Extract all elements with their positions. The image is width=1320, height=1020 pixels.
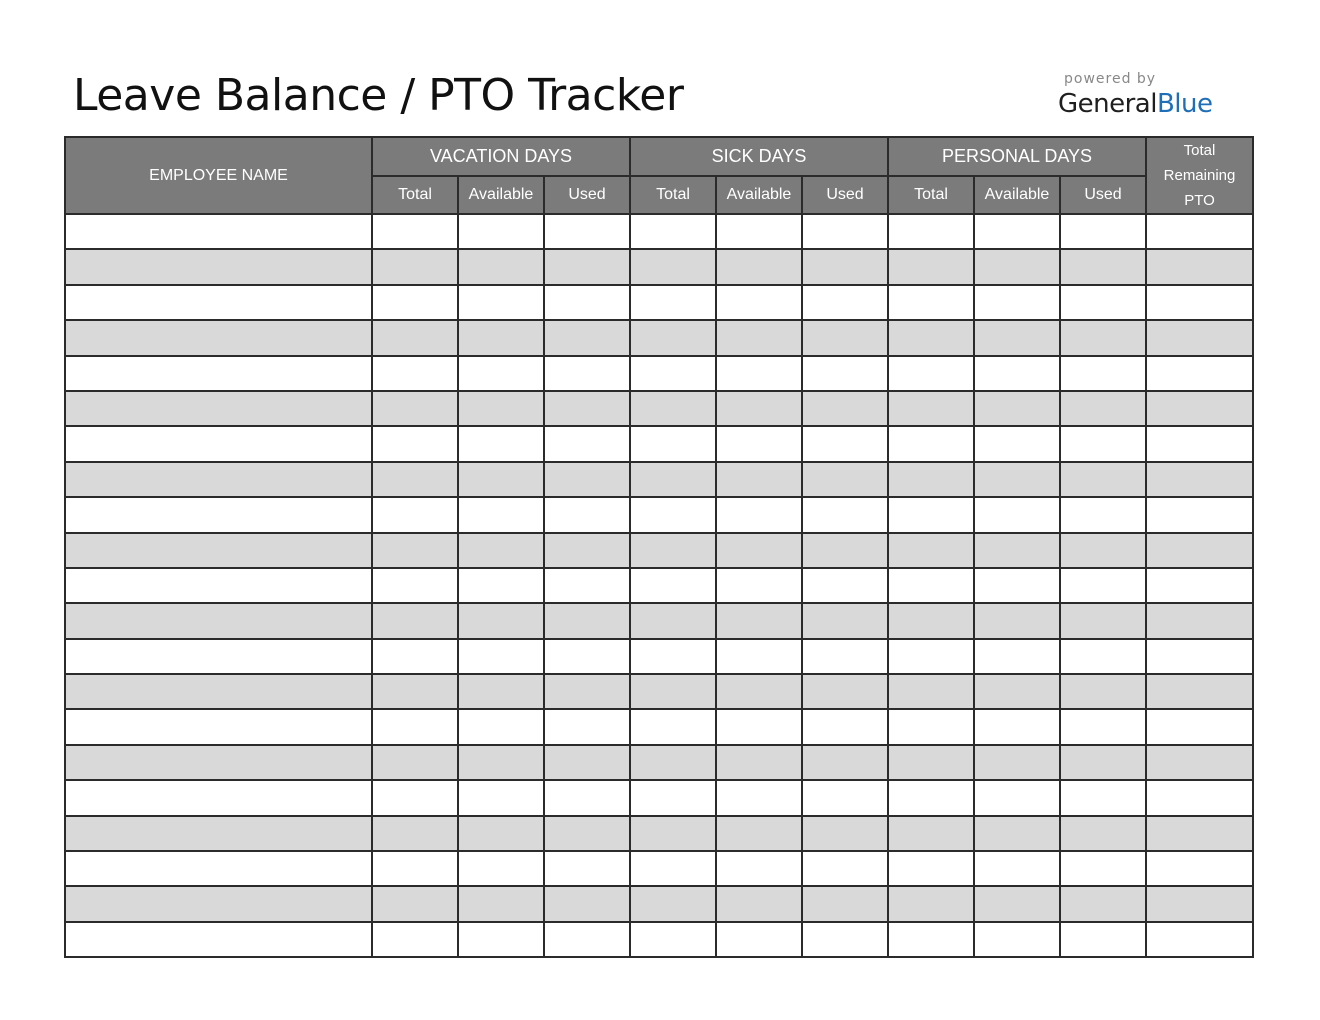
- employee-name-cell[interactable]: [65, 709, 372, 744]
- sick-total-cell[interactable]: [630, 639, 716, 674]
- sick-available-cell[interactable]: [716, 603, 802, 638]
- personal-available-cell[interactable]: [974, 816, 1060, 851]
- vacation-total-cell[interactable]: [372, 922, 458, 957]
- personal-total-cell[interactable]: [888, 320, 974, 355]
- vacation-total-cell[interactable]: [372, 214, 458, 249]
- sick-total-cell[interactable]: [630, 674, 716, 709]
- personal-total-cell[interactable]: [888, 674, 974, 709]
- vacation-available-cell[interactable]: [458, 391, 544, 426]
- sick-total-cell[interactable]: [630, 426, 716, 461]
- personal-available-cell[interactable]: [974, 356, 1060, 391]
- total-remaining-pto-cell[interactable]: [1146, 426, 1253, 461]
- sick-available-cell[interactable]: [716, 214, 802, 249]
- sick-used-cell[interactable]: [802, 214, 888, 249]
- sick-used-cell[interactable]: [802, 603, 888, 638]
- powered-by-label: powered by: [1064, 71, 1157, 87]
- sick-available-cell[interactable]: [716, 851, 802, 886]
- sick-used-cell[interactable]: [802, 851, 888, 886]
- vacation-available-cell[interactable]: [458, 922, 544, 957]
- employee-name-cell[interactable]: [65, 816, 372, 851]
- personal-used-cell[interactable]: [1060, 285, 1146, 320]
- employee-name-cell[interactable]: [65, 851, 372, 886]
- personal-total-cell[interactable]: [888, 709, 974, 744]
- personal-total-cell[interactable]: [888, 497, 974, 532]
- personal-used-header: Used: [1060, 176, 1146, 215]
- vacation-days-header: VACATION DAYS: [372, 137, 630, 176]
- sick-used-cell[interactable]: [802, 285, 888, 320]
- sick-available-header: Available: [716, 176, 802, 215]
- sick-used-cell[interactable]: [802, 745, 888, 780]
- sick-total-cell[interactable]: [630, 780, 716, 815]
- sick-available-cell[interactable]: [716, 745, 802, 780]
- vacation-total-cell[interactable]: [372, 603, 458, 638]
- personal-used-cell[interactable]: [1060, 533, 1146, 568]
- vacation-total-cell[interactable]: [372, 886, 458, 921]
- vacation-used-cell[interactable]: [544, 568, 630, 603]
- sick-used-cell[interactable]: [802, 533, 888, 568]
- sick-used-cell[interactable]: [802, 886, 888, 921]
- table-row: [65, 851, 1253, 886]
- personal-used-cell[interactable]: [1060, 568, 1146, 603]
- personal-total-cell[interactable]: [888, 922, 974, 957]
- total-remaining-line-2: Remaining: [1163, 167, 1236, 184]
- sick-total-cell[interactable]: [630, 603, 716, 638]
- employee-name-cell[interactable]: [65, 497, 372, 532]
- vacation-used-cell[interactable]: [544, 709, 630, 744]
- sick-available-cell[interactable]: [716, 568, 802, 603]
- vacation-total-cell[interactable]: [372, 356, 458, 391]
- sick-total-cell[interactable]: [630, 320, 716, 355]
- sick-used-cell[interactable]: [802, 568, 888, 603]
- personal-used-cell[interactable]: [1060, 780, 1146, 815]
- table-row: [65, 391, 1253, 426]
- vacation-used-cell[interactable]: [544, 639, 630, 674]
- sick-available-cell[interactable]: [716, 285, 802, 320]
- sick-total-cell[interactable]: [630, 709, 716, 744]
- vacation-used-cell[interactable]: [544, 214, 630, 249]
- table-header: [65, 137, 1253, 214]
- vacation-available-cell[interactable]: [458, 745, 544, 780]
- personal-available-cell[interactable]: [974, 851, 1060, 886]
- total-remaining-pto-cell[interactable]: [1146, 497, 1253, 532]
- sick-used-cell[interactable]: [802, 780, 888, 815]
- total-remaining-pto-cell[interactable]: [1146, 780, 1253, 815]
- sick-used-cell[interactable]: [802, 320, 888, 355]
- total-remaining-pto-cell[interactable]: [1146, 568, 1253, 603]
- vacation-available-cell[interactable]: [458, 320, 544, 355]
- vacation-used-cell[interactable]: [544, 320, 630, 355]
- sick-used-cell[interactable]: [802, 816, 888, 851]
- table-row: [65, 709, 1253, 744]
- vacation-available-cell[interactable]: [458, 780, 544, 815]
- personal-total-cell[interactable]: [888, 356, 974, 391]
- table-row: [65, 462, 1253, 497]
- table-row: [65, 780, 1253, 815]
- sick-available-cell[interactable]: [716, 462, 802, 497]
- vacation-used-cell[interactable]: [544, 745, 630, 780]
- sick-total-cell[interactable]: [630, 356, 716, 391]
- personal-used-cell[interactable]: [1060, 851, 1146, 886]
- personal-total-cell[interactable]: [888, 851, 974, 886]
- vacation-available-cell[interactable]: [458, 426, 544, 461]
- sick-total-header: Total: [630, 176, 716, 215]
- table-row: [65, 249, 1253, 284]
- personal-total-cell[interactable]: [888, 745, 974, 780]
- vacation-used-cell[interactable]: [544, 674, 630, 709]
- personal-used-cell[interactable]: [1060, 745, 1146, 780]
- page-title: Leave Balance / PTO Tracker: [73, 70, 684, 121]
- employee-name-cell[interactable]: [65, 214, 372, 249]
- vacation-used-cell[interactable]: [544, 780, 630, 815]
- vacation-used-cell[interactable]: [544, 462, 630, 497]
- total-remaining-pto-cell[interactable]: [1146, 816, 1253, 851]
- sick-total-cell[interactable]: [630, 214, 716, 249]
- sick-used-cell[interactable]: [802, 639, 888, 674]
- personal-used-cell[interactable]: [1060, 709, 1146, 744]
- total-remaining-pto-cell[interactable]: [1146, 851, 1253, 886]
- total-remaining-pto-cell[interactable]: [1146, 462, 1253, 497]
- vacation-used-header: Used: [544, 176, 630, 215]
- employee-name-cell[interactable]: [65, 426, 372, 461]
- personal-total-cell[interactable]: [888, 214, 974, 249]
- personal-available-cell[interactable]: [974, 674, 1060, 709]
- total-remaining-line-3: PTO: [1184, 192, 1215, 209]
- vacation-available-cell[interactable]: [458, 214, 544, 249]
- vacation-used-cell[interactable]: [544, 886, 630, 921]
- total-remaining-line-1: Total: [1183, 142, 1216, 159]
- sick-available-cell[interactable]: [716, 320, 802, 355]
- employee-name-cell[interactable]: [65, 249, 372, 284]
- vacation-available-cell[interactable]: [458, 674, 544, 709]
- total-remaining-pto-cell[interactable]: [1146, 214, 1253, 249]
- vacation-used-cell[interactable]: [544, 922, 630, 957]
- personal-used-cell[interactable]: [1060, 639, 1146, 674]
- sick-total-cell[interactable]: [630, 497, 716, 532]
- sick-available-cell[interactable]: [716, 639, 802, 674]
- total-remaining-pto-cell[interactable]: [1146, 356, 1253, 391]
- vacation-total-cell[interactable]: [372, 497, 458, 532]
- employee-name-cell[interactable]: [65, 780, 372, 815]
- total-remaining-pto-cell[interactable]: [1146, 922, 1253, 957]
- personal-total-cell[interactable]: [888, 639, 974, 674]
- vacation-used-cell[interactable]: [544, 285, 630, 320]
- personal-used-cell[interactable]: [1060, 391, 1146, 426]
- personal-total-cell[interactable]: [888, 462, 974, 497]
- vacation-used-cell[interactable]: [544, 851, 630, 886]
- employee-name-cell[interactable]: [65, 639, 372, 674]
- sick-total-cell[interactable]: [630, 391, 716, 426]
- sick-total-cell[interactable]: [630, 249, 716, 284]
- table-row: [65, 214, 1253, 249]
- sick-used-cell[interactable]: [802, 462, 888, 497]
- vacation-available-cell[interactable]: [458, 816, 544, 851]
- personal-available-cell[interactable]: [974, 497, 1060, 532]
- vacation-used-cell[interactable]: [544, 356, 630, 391]
- vacation-used-cell[interactable]: [544, 426, 630, 461]
- total-remaining-pto-cell[interactable]: [1146, 674, 1253, 709]
- personal-total-cell[interactable]: [888, 391, 974, 426]
- pto-tracker-table: [64, 136, 1254, 958]
- personal-available-cell[interactable]: [974, 285, 1060, 320]
- employee-name-cell[interactable]: [65, 886, 372, 921]
- table-row: [65, 922, 1253, 957]
- personal-total-cell[interactable]: [888, 249, 974, 284]
- vacation-available-cell[interactable]: [458, 603, 544, 638]
- personal-available-cell[interactable]: [974, 639, 1060, 674]
- personal-available-cell[interactable]: [974, 426, 1060, 461]
- total-remaining-pto-cell[interactable]: [1146, 285, 1253, 320]
- employee-name-cell[interactable]: [65, 533, 372, 568]
- employee-name-cell[interactable]: [65, 745, 372, 780]
- total-remaining-pto-cell[interactable]: [1146, 639, 1253, 674]
- vacation-available-header: Available: [458, 176, 544, 215]
- personal-days-header: PERSONAL DAYS: [888, 137, 1146, 176]
- brand-logo: [1058, 70, 1228, 120]
- personal-used-cell[interactable]: [1060, 356, 1146, 391]
- vacation-used-cell[interactable]: [544, 533, 630, 568]
- personal-total-cell[interactable]: [888, 568, 974, 603]
- total-remaining-pto-cell[interactable]: [1146, 533, 1253, 568]
- personal-used-cell[interactable]: [1060, 922, 1146, 957]
- personal-available-cell[interactable]: [974, 391, 1060, 426]
- personal-used-cell[interactable]: [1060, 497, 1146, 532]
- vacation-total-cell[interactable]: [372, 533, 458, 568]
- vacation-total-cell[interactable]: [372, 320, 458, 355]
- vacation-available-cell[interactable]: [458, 249, 544, 284]
- employee-name-cell[interactable]: [65, 320, 372, 355]
- table-row: [65, 639, 1253, 674]
- personal-available-cell[interactable]: [974, 568, 1060, 603]
- vacation-total-cell[interactable]: [372, 851, 458, 886]
- vacation-used-cell[interactable]: [544, 603, 630, 638]
- table-row: [65, 426, 1253, 461]
- table-row: [65, 816, 1253, 851]
- personal-available-cell[interactable]: [974, 709, 1060, 744]
- personal-used-cell[interactable]: [1060, 214, 1146, 249]
- employee-name-cell[interactable]: [65, 356, 372, 391]
- total-remaining-pto-cell[interactable]: [1146, 391, 1253, 426]
- personal-available-cell[interactable]: [974, 249, 1060, 284]
- vacation-available-cell[interactable]: [458, 497, 544, 532]
- vacation-total-cell[interactable]: [372, 462, 458, 497]
- personal-total-cell[interactable]: [888, 285, 974, 320]
- personal-available-cell[interactable]: [974, 214, 1060, 249]
- vacation-used-cell[interactable]: [544, 249, 630, 284]
- sick-total-cell[interactable]: [630, 922, 716, 957]
- vacation-total-cell[interactable]: [372, 639, 458, 674]
- personal-available-cell[interactable]: [974, 886, 1060, 921]
- sick-total-cell[interactable]: [630, 285, 716, 320]
- vacation-available-cell[interactable]: [458, 639, 544, 674]
- personal-used-cell[interactable]: [1060, 886, 1146, 921]
- vacation-used-cell[interactable]: [544, 391, 630, 426]
- vacation-total-cell[interactable]: [372, 745, 458, 780]
- personal-total-cell[interactable]: [888, 603, 974, 638]
- sick-used-cell[interactable]: [802, 249, 888, 284]
- employee-name-cell[interactable]: [65, 462, 372, 497]
- sick-used-cell[interactable]: [802, 356, 888, 391]
- personal-used-cell[interactable]: [1060, 462, 1146, 497]
- sick-available-cell[interactable]: [716, 426, 802, 461]
- personal-available-cell[interactable]: [974, 745, 1060, 780]
- sick-total-cell[interactable]: [630, 816, 716, 851]
- brand-name: [1058, 88, 1228, 120]
- personal-available-cell[interactable]: [974, 320, 1060, 355]
- vacation-total-cell[interactable]: [372, 816, 458, 851]
- sick-available-cell[interactable]: [716, 886, 802, 921]
- total-remaining-pto-cell[interactable]: [1146, 886, 1253, 921]
- employee-name-cell[interactable]: [65, 391, 372, 426]
- employee-name-header: EMPLOYEE NAME: [65, 137, 372, 214]
- vacation-available-cell[interactable]: [458, 886, 544, 921]
- personal-total-cell[interactable]: [888, 780, 974, 815]
- employee-name-cell[interactable]: [65, 603, 372, 638]
- vacation-total-cell[interactable]: [372, 426, 458, 461]
- table-body: [65, 214, 1253, 957]
- sick-used-cell[interactable]: [802, 391, 888, 426]
- vacation-used-cell[interactable]: [544, 497, 630, 532]
- table-row: [65, 356, 1253, 391]
- sick-available-cell[interactable]: [716, 391, 802, 426]
- sick-available-cell[interactable]: [716, 497, 802, 532]
- table-row: [65, 886, 1253, 921]
- employee-name-cell[interactable]: [65, 922, 372, 957]
- sick-available-cell[interactable]: [716, 356, 802, 391]
- personal-total-cell[interactable]: [888, 886, 974, 921]
- employee-name-cell[interactable]: [65, 285, 372, 320]
- table-row: [65, 674, 1253, 709]
- sick-total-cell[interactable]: [630, 462, 716, 497]
- table-row: [65, 745, 1253, 780]
- table-row: [65, 533, 1253, 568]
- sick-available-cell[interactable]: [716, 249, 802, 284]
- vacation-available-cell[interactable]: [458, 533, 544, 568]
- table-row: [65, 497, 1253, 532]
- vacation-available-cell[interactable]: [458, 462, 544, 497]
- vacation-total-cell[interactable]: [372, 709, 458, 744]
- table-row: [65, 603, 1253, 638]
- sick-used-cell[interactable]: [802, 426, 888, 461]
- vacation-available-cell[interactable]: [458, 285, 544, 320]
- sick-used-cell[interactable]: [802, 497, 888, 532]
- table-row: [65, 285, 1253, 320]
- vacation-available-cell[interactable]: [458, 851, 544, 886]
- sick-used-cell[interactable]: [802, 922, 888, 957]
- sick-available-cell[interactable]: [716, 922, 802, 957]
- personal-total-cell[interactable]: [888, 816, 974, 851]
- vacation-total-header: Total: [372, 176, 458, 215]
- sick-total-cell[interactable]: [630, 533, 716, 568]
- employee-name-cell[interactable]: [65, 568, 372, 603]
- vacation-available-cell[interactable]: [458, 356, 544, 391]
- sick-used-cell[interactable]: [802, 674, 888, 709]
- personal-used-cell[interactable]: [1060, 320, 1146, 355]
- table-row: [65, 568, 1253, 603]
- sick-available-cell[interactable]: [716, 780, 802, 815]
- personal-used-cell[interactable]: [1060, 603, 1146, 638]
- vacation-total-cell[interactable]: [372, 285, 458, 320]
- sick-used-header: Used: [802, 176, 888, 215]
- total-remaining-pto-header: [1146, 137, 1253, 214]
- sick-total-cell[interactable]: [630, 568, 716, 603]
- vacation-used-cell[interactable]: [544, 816, 630, 851]
- personal-available-header: Available: [974, 176, 1060, 215]
- vacation-total-cell[interactable]: [372, 674, 458, 709]
- vacation-total-cell[interactable]: [372, 780, 458, 815]
- vacation-available-cell[interactable]: [458, 568, 544, 603]
- sick-used-cell[interactable]: [802, 709, 888, 744]
- total-remaining-pto-cell[interactable]: [1146, 249, 1253, 284]
- sick-available-cell[interactable]: [716, 674, 802, 709]
- personal-available-cell[interactable]: [974, 462, 1060, 497]
- vacation-available-cell[interactable]: [458, 709, 544, 744]
- sick-total-cell[interactable]: [630, 886, 716, 921]
- total-remaining-pto-cell[interactable]: [1146, 603, 1253, 638]
- personal-total-cell[interactable]: [888, 533, 974, 568]
- personal-available-cell[interactable]: [974, 780, 1060, 815]
- total-remaining-pto-cell[interactable]: [1146, 320, 1253, 355]
- vacation-total-cell[interactable]: [372, 249, 458, 284]
- personal-total-header: Total: [888, 176, 974, 215]
- sick-available-cell[interactable]: [716, 709, 802, 744]
- personal-total-cell[interactable]: [888, 426, 974, 461]
- employee-name-cell[interactable]: [65, 674, 372, 709]
- total-remaining-pto-cell[interactable]: [1146, 745, 1253, 780]
- personal-used-cell[interactable]: [1060, 426, 1146, 461]
- table-row: [65, 320, 1253, 355]
- brand-name-blue: Blue: [1156, 89, 1213, 119]
- brand-name-general: General: [1058, 89, 1157, 119]
- personal-available-cell[interactable]: [974, 922, 1060, 957]
- personal-available-cell[interactable]: [974, 533, 1060, 568]
- sick-total-cell[interactable]: [630, 745, 716, 780]
- sick-available-cell[interactable]: [716, 533, 802, 568]
- personal-used-cell[interactable]: [1060, 249, 1146, 284]
- sick-total-cell[interactable]: [630, 851, 716, 886]
- vacation-total-cell[interactable]: [372, 391, 458, 426]
- personal-used-cell[interactable]: [1060, 674, 1146, 709]
- personal-used-cell[interactable]: [1060, 816, 1146, 851]
- sick-available-cell[interactable]: [716, 816, 802, 851]
- total-remaining-pto-cell[interactable]: [1146, 709, 1253, 744]
- vacation-total-cell[interactable]: [372, 568, 458, 603]
- sick-days-header: SICK DAYS: [630, 137, 888, 176]
- personal-available-cell[interactable]: [974, 603, 1060, 638]
